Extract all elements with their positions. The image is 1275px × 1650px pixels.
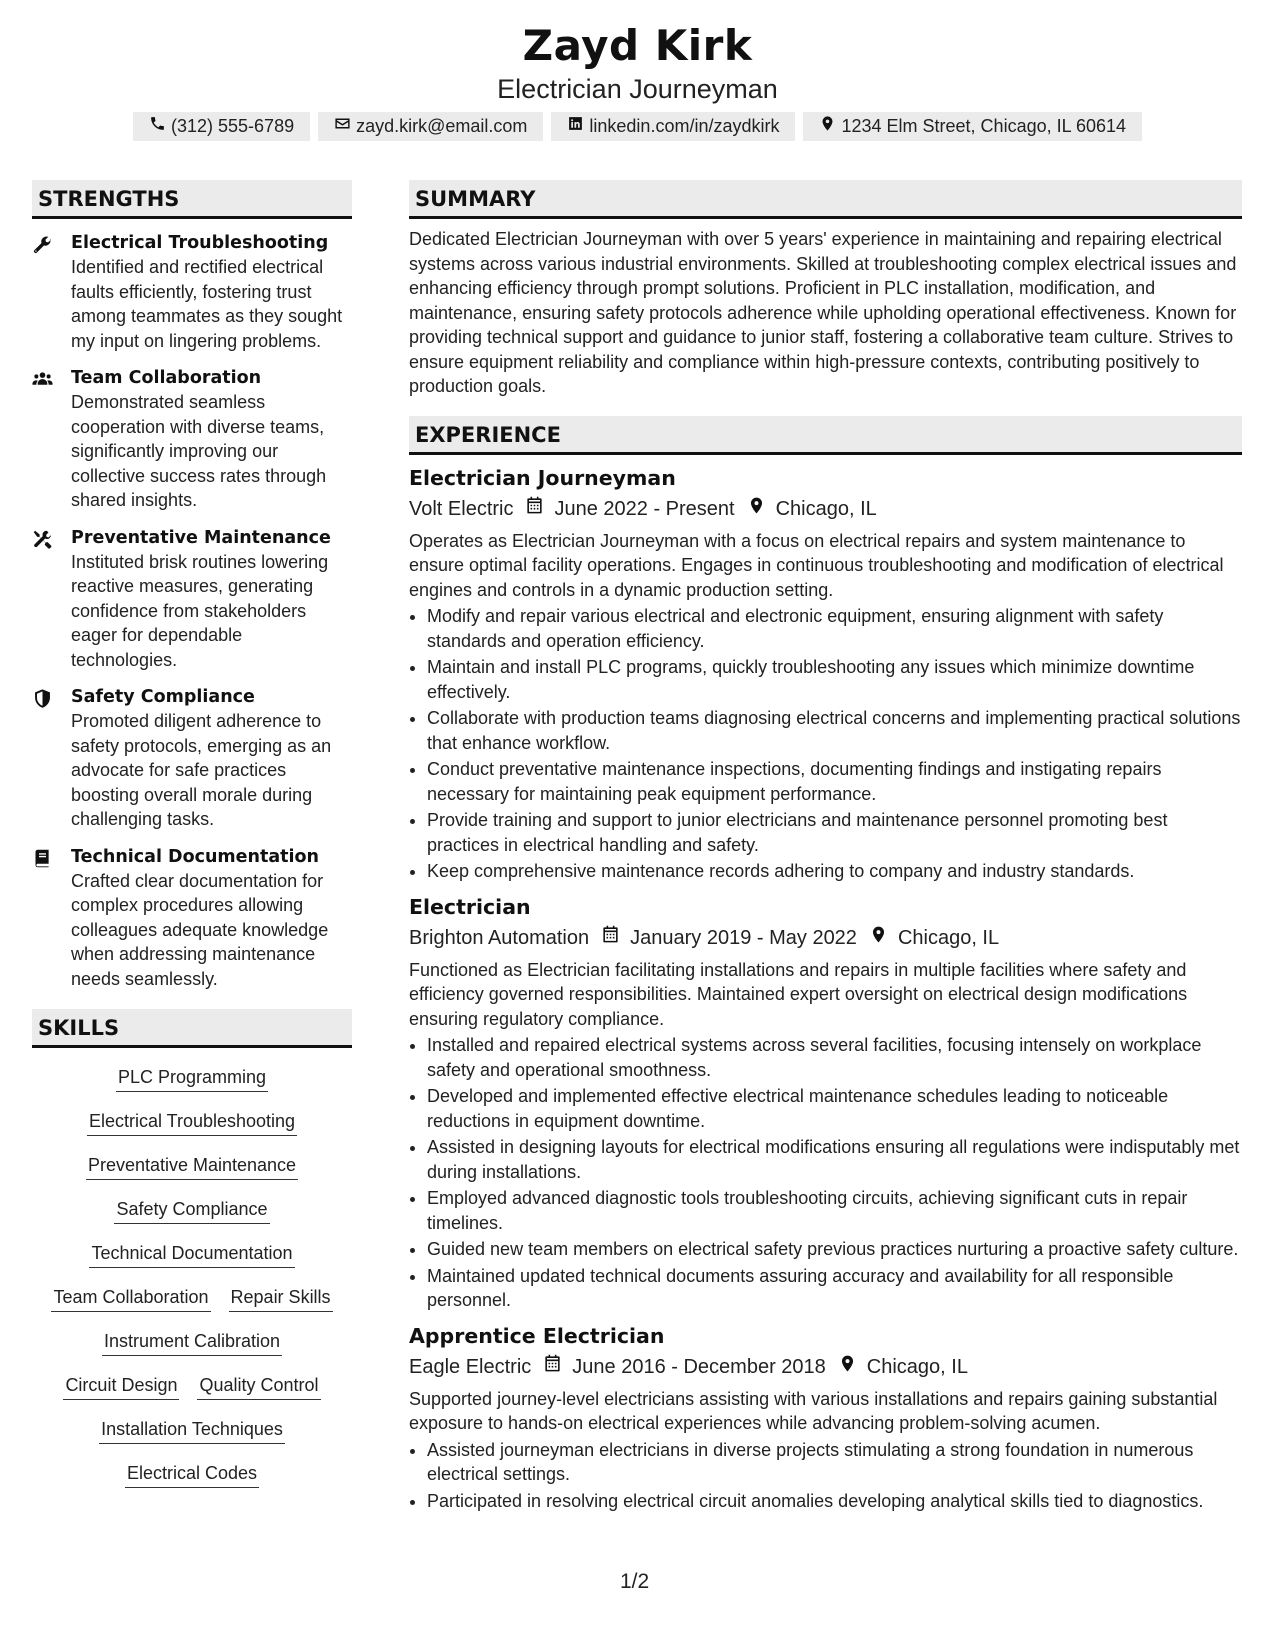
job-description: Supported journey-level electricians assisting with various installations and repairs gaining substantial exposure to hands-on electrical experiences while advancing problem-solving acumen. — [409, 1388, 1218, 1433]
job-bullets — [409, 1438, 1242, 1514]
strength-item — [32, 685, 352, 832]
strength-title: Preventative Maintenance — [71, 527, 331, 548]
linkedin-icon — [567, 112, 584, 141]
bullet-item: • Conduct preventative maintenance inspections, documenting findings and instigating repairs necessary for maintaining peak equipment performance. — [427, 757, 1242, 806]
contact-phone[interactable] — [133, 112, 310, 141]
calendar-icon — [589, 923, 630, 953]
skill-tag: Electrical Codes — [125, 1461, 259, 1488]
candidate-name: Zayd Kirk — [522, 21, 753, 70]
tools-icon — [32, 526, 71, 673]
resume-header — [0, 20, 1275, 141]
job-description: Functioned as Electrician facilitating installations and repairs in multiple facilities where safety and efficiency governed responsibilities. Maintained expert oversight on electrical design modifications ensuring regulatory compliance. — [409, 959, 1188, 1029]
bullet-item: • Keep comprehensive maintenance records adhering to company and industry standards. — [427, 859, 1242, 884]
strengths-heading: STRENGTHS — [32, 180, 352, 219]
right-column — [409, 180, 1242, 1515]
company-name: Eagle Electric — [409, 1355, 532, 1378]
skill-tag: Safety Compliance — [114, 1197, 269, 1224]
job-description: Operates as Electrician Journeyman with a focus on electrical repairs and system maintenance to ensure optimal facility operations. Engages in continuous troubleshooting and modification of electrical engines and controls in a dynamic production setting. — [409, 530, 1224, 600]
bullet-item: • Employed advanced diagnostic tools troubleshooting circuits, achieving significant cuts in repair timelines. — [427, 1186, 1242, 1235]
skill-tag: Electrical Troubleshooting — [87, 1109, 297, 1136]
strength-title: Electrical Troubleshooting — [71, 233, 329, 253]
calendar-icon — [513, 494, 554, 524]
company-name: Brighton Automation — [409, 926, 590, 949]
bullet-item: • Installed and repaired electrical systems across several facilities, focusing intensely on workplace safety and operational smoothness. — [427, 1033, 1242, 1082]
bullet-item: • Modify and repair various electrical and electronic equipment, ensuring alignment with safety standards and operation efficiency. — [427, 604, 1242, 653]
candidate-title: Electrician Journeyman — [497, 74, 778, 104]
page-number: 1/2 — [620, 1570, 650, 1593]
job-meta — [409, 1352, 1242, 1382]
strength-item — [32, 231, 352, 353]
shield-icon — [32, 685, 71, 832]
job-bullets — [409, 604, 1242, 884]
email-text: zayd.kirk@email.com — [356, 116, 528, 136]
skill-tag: Circuit Design — [63, 1373, 179, 1400]
skill-tag: Instrument Calibration — [102, 1329, 282, 1356]
strength-desc: Demonstrated seamless cooperation with diverse teams, significantly improving our collective success rates through shared insights. — [71, 392, 327, 510]
map-pin-icon — [735, 494, 776, 524]
phone-icon — [149, 112, 166, 141]
book-icon — [32, 845, 71, 992]
wrench-icon — [32, 231, 71, 353]
strength-desc: Promoted diligent adherence to safety protocols, emerging as an advocate for safe practices boosting overall morale during challenging tasks. — [71, 711, 332, 829]
job-dates: June 2016 - December 2018 — [572, 1355, 826, 1378]
map-pin-icon — [819, 112, 836, 141]
contact-linkedin[interactable] — [551, 112, 795, 141]
summary-text: Dedicated Electrician Journeyman with over 5 years' experience in maintaining and repairing electrical systems across various industrial environments. Skilled at troubleshooting complex electrical issues and enhancing efficiency through prompt solutions. Proficient in PLC installation, modification, and maintenance, ensuring safety protocols adherence while upholding operational effectiveness. Known for providing technical support and guidance to junior staff, fostering a collaborative team culture. Strives to ensure equipment reliability and compliance within high-pressure contexts, contributing positively to production goals. — [409, 229, 1237, 396]
strength-title: Safety Compliance — [71, 687, 255, 707]
bullet-item: • Developed and implemented effective electrical maintenance schedules leading to noticeable reductions in equipment downtime. — [427, 1084, 1242, 1133]
job-title: Electrician — [409, 894, 531, 919]
skills-heading: SKILLS — [32, 1009, 352, 1048]
job-meta — [409, 494, 1242, 524]
experience-heading: EXPERIENCE — [409, 416, 1242, 455]
job-title: Apprentice Electrician — [409, 1323, 665, 1348]
skills-list — [32, 1065, 352, 1488]
strengths-list — [32, 231, 352, 991]
skill-tag: Repair Skills — [229, 1285, 333, 1312]
skill-tag: Preventative Maintenance — [86, 1153, 298, 1180]
job-title: Electrician Journeyman — [409, 465, 676, 490]
skill-tag: Installation Techniques — [99, 1417, 285, 1444]
address-text: 1234 Elm Street, Chicago, IL 60614 — [841, 116, 1126, 136]
bullet-item: • Assisted in designing layouts for electrical modifications ensuring all regulations were indisputably met during installations. — [427, 1135, 1242, 1184]
company-name: Volt Electric — [409, 497, 514, 520]
job-entry — [409, 1321, 1242, 1514]
linkedin-text: linkedin.com/in/zaydkirk — [589, 116, 780, 136]
bullet-item: • Collaborate with production teams diagnosing electrical concerns and implementing practical solutions that enhance workflow. — [427, 706, 1242, 755]
map-pin-icon — [857, 923, 898, 953]
strength-title: Team Collaboration — [71, 368, 262, 388]
strength-title: Technical Documentation — [71, 846, 320, 867]
job-entry — [409, 892, 1242, 1313]
job-dates: June 2022 - Present — [554, 497, 735, 520]
summary-heading: SUMMARY — [409, 180, 1242, 219]
strength-item — [32, 526, 352, 673]
contact-email[interactable] — [318, 112, 543, 141]
skill-tag: Technical Documentation — [89, 1241, 294, 1268]
map-pin-icon — [826, 1352, 867, 1382]
strength-item — [32, 366, 352, 513]
bullet-item: • Provide training and support to junior electricians and maintenance personnel promoting best practices in electrical handling and safety. — [427, 808, 1242, 857]
strength-desc: Identified and rectified electrical faults efficiently, fostering trust among teammates as they sought my input on lingering problems. — [71, 257, 343, 351]
skill-tag: Team Collaboration — [51, 1285, 210, 1312]
job-dates: January 2019 - May 2022 — [630, 926, 857, 949]
bullet-item: • Maintained updated technical documents assuring accuracy and availability for all responsible personnel. — [427, 1264, 1242, 1313]
users-icon — [32, 366, 71, 513]
strength-desc: Crafted clear documentation for complex procedures allowing colleagues adequate knowledge when addressing maintenance needs seamlessly. — [71, 870, 329, 989]
phone-text: (312) 555-6789 — [171, 116, 295, 136]
contact-bar — [0, 112, 1275, 141]
job-location: Chicago, IL — [897, 926, 1000, 949]
strength-item — [32, 845, 352, 992]
left-column — [32, 180, 352, 1488]
bullet-item: • Participated in resolving electrical circuit anomalies developing analytical skills tied to diagnostics. — [427, 1489, 1242, 1514]
bullet-item: • Assisted journeyman electricians in diverse projects stimulating a strong foundation in numerous electrical settings. — [427, 1438, 1242, 1487]
job-location: Chicago, IL — [775, 497, 877, 520]
job-location: Chicago, IL — [866, 1355, 968, 1378]
skill-tag: PLC Programming — [116, 1065, 268, 1092]
envelope-icon — [334, 112, 351, 141]
skill-tag: Quality Control — [197, 1373, 320, 1400]
job-meta — [409, 923, 1242, 953]
calendar-icon — [531, 1352, 572, 1382]
contact-address — [803, 112, 1142, 141]
bullet-item: • Guided new team members on electrical safety previous practices nurturing a proactive safety culture. — [427, 1237, 1242, 1262]
job-bullets — [409, 1033, 1242, 1313]
bullet-item: • Maintain and install PLC programs, quickly troubleshooting any issues which minimize downtime effectively. — [427, 655, 1242, 704]
strength-desc: Instituted brisk routines lowering reactive measures, generating confidence from stakeholders eager for dependable technologies. — [71, 551, 329, 670]
job-entry — [409, 463, 1242, 884]
